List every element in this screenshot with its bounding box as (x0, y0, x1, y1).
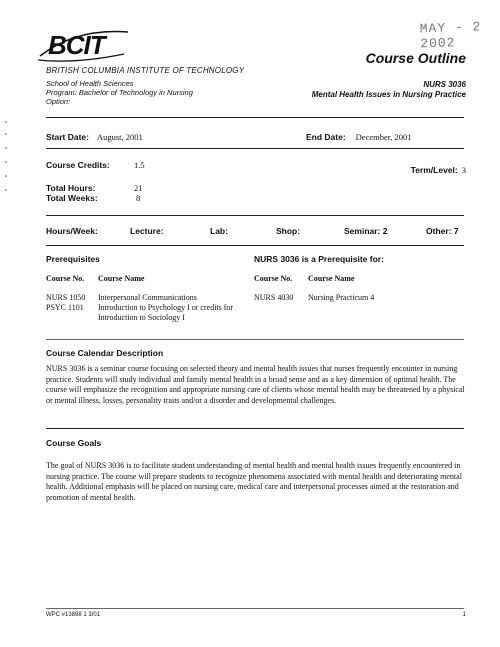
hours-week-label: Hours/Week: (46, 226, 98, 236)
shop-label: Shop: (276, 226, 301, 236)
total-weeks-label: Total Weeks: (46, 193, 98, 203)
lecture-label: Lecture: (130, 226, 164, 236)
course-no: PSYC 1101 (46, 303, 84, 312)
option-label: Option: (46, 97, 71, 106)
seminar-hours: Seminar: 2 (344, 226, 388, 236)
prereq-col-no: Course No. (46, 274, 85, 283)
prerequisites-heading: Prerequisites (46, 254, 100, 264)
footer-divider (46, 608, 464, 609)
calendar-description: NURS 3036 is a seminar course focusing on selected theory and mental health issues that nurses frequently encounter in nursing practice. Students will study individual and family mental health in a broad sense and as a key dimension of optimal health. The course will emphasize the recognition and appropriate nursing care of clients whose mental health may be threatened by a physical or mental illness, losses, personality traits and/or a disorder and developmental challenges. (46, 364, 465, 405)
course-title: Mental Health Issues in Nursing Practice (311, 90, 466, 99)
table-row (46, 303, 84, 313)
end-date-value: December, 2001 (355, 132, 412, 142)
divider (46, 117, 464, 118)
calendar-heading: Course Calendar Description (46, 348, 164, 358)
end-date: End Date: December, 2001 (306, 132, 412, 142)
credits-label: Course Credits: (46, 160, 110, 170)
course-name: Introduction to Psychology I or credits for Introduction to Sociology I (98, 303, 234, 322)
divider (46, 245, 464, 246)
divider (46, 215, 464, 216)
prereq-col-name: Course Name (98, 274, 145, 283)
program-block (46, 79, 193, 106)
footer-code: WPC #13898 1 3/01 (46, 612, 101, 618)
lab-label: Lab: (210, 226, 228, 236)
received-stamp: MAY - 2 2002 (419, 19, 482, 52)
table-row (254, 293, 293, 303)
table-row (46, 293, 85, 303)
divider (46, 339, 464, 340)
program-name: Program: Bachelor of Technology in Nursing (46, 88, 193, 97)
prereqfor-col-name: Course Name (308, 274, 355, 283)
total-hours-value: 21 (134, 183, 143, 193)
term-level: Term/Level: 3 (410, 165, 466, 175)
logo-text: BCIT (48, 30, 105, 60)
credits-value: 1.5 (134, 160, 145, 170)
bcit-logo (36, 26, 132, 66)
prerequisite-for-heading: NURS 3036 is a Prerequisite for: (254, 254, 384, 264)
course-no: NURS 1050 (46, 293, 86, 302)
divider (46, 428, 464, 429)
course-code: NURS 3036 (423, 80, 466, 89)
course-no: NURS 4030 (254, 293, 294, 302)
binder-holes (4, 120, 8, 200)
institution-name: BRITISH COLUMBIA INSTITUTE OF TECHNOLOGY (46, 66, 245, 75)
document-title: Course Outline (365, 50, 466, 66)
total-hours-label: Total Hours: (46, 183, 96, 193)
start-date-value: August, 2001 (96, 132, 143, 142)
goals-description: The goal of NURS 3036 is to facilitate student understanding of mental health and mental health issues frequently encountered in nursing practice. The course will prepare students to recognize phenomena associated with mental health and deteriorating mental health. Additional emphasis will be placed on nursing care, medical care and interpersonal processes aimed at the restoration and promotion of mental health. (46, 461, 462, 502)
course-name: Nursing Practicum 4 (308, 293, 375, 302)
prereqfor-col-no: Course No. (254, 274, 293, 283)
goals-heading: Course Goals (46, 438, 102, 448)
start-date: Start Date: August, 2001 (46, 132, 143, 142)
other-hours: Other: 7 (426, 226, 459, 236)
total-weeks-value: 8 (136, 193, 141, 203)
divider (46, 148, 464, 149)
term-level-value: 3 (461, 165, 466, 175)
page-number: 1 (462, 612, 466, 618)
school-name: School of Health Sciences (46, 79, 134, 88)
course-name: Interpersonal Communications (98, 293, 197, 302)
